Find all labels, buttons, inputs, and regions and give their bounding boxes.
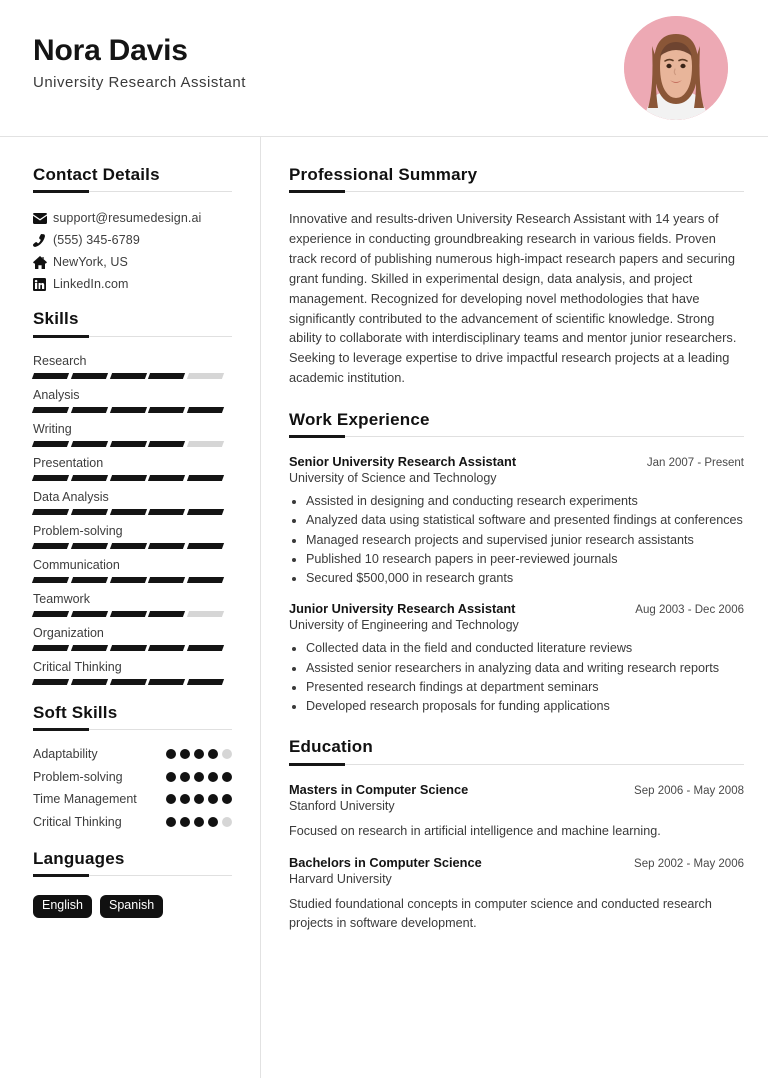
- education-entry-school: Harvard University: [289, 871, 392, 886]
- soft-skill-item: [33, 770, 232, 786]
- soft-skill-rating-dots: [166, 770, 232, 782]
- work-entry-title: Junior University Research Assistant: [289, 601, 516, 617]
- work-entry-date: Aug 2003 - Dec 2006: [635, 604, 744, 617]
- rating-dot: [194, 794, 204, 804]
- section-rule: [33, 728, 232, 733]
- contact-list: [33, 211, 232, 291]
- skill-label: Data Analysis: [33, 489, 109, 504]
- soft-skill-rating-dots: [166, 815, 232, 827]
- rating-dot: [194, 749, 204, 759]
- skill-bar-segment: [110, 407, 147, 413]
- skill-item: [33, 558, 232, 583]
- skill-item: [33, 524, 232, 549]
- rating-dot: [208, 794, 218, 804]
- skill-item: [33, 354, 232, 379]
- work-entry-header: [289, 454, 744, 469]
- section-title-soft-skills: Soft Skills: [33, 702, 118, 722]
- skill-bar-segment: [187, 441, 224, 447]
- education-entries: [289, 782, 744, 933]
- skill-bar-segment: [71, 441, 108, 447]
- soft-skill-label: Adaptability: [33, 747, 98, 762]
- skill-bar-segment: [32, 441, 69, 447]
- skill-bar-segment: [148, 441, 185, 447]
- skill-label: Presentation: [33, 455, 104, 470]
- skill-bar-segment: [71, 509, 108, 515]
- soft-skill-rating-dots: [166, 792, 232, 804]
- section-title-languages: Languages: [33, 848, 125, 868]
- main-content: [261, 137, 768, 1078]
- section-rule: [289, 763, 744, 768]
- skill-bar-segment: [148, 407, 185, 413]
- skill-label: Critical Thinking: [33, 659, 122, 674]
- skill-bar-segment: [110, 679, 147, 685]
- section-skills: [33, 309, 232, 339]
- skills-list: [33, 354, 232, 685]
- skill-label: Writing: [33, 421, 72, 436]
- rating-dot: [180, 817, 190, 827]
- skill-item: [33, 660, 232, 685]
- section-rule: [33, 874, 232, 879]
- avatar: [624, 16, 728, 120]
- contact-item-location[interactable]: [33, 255, 232, 269]
- work-entry-bullets: [306, 639, 744, 715]
- work-entry: [289, 454, 744, 587]
- bullet-item: • Collected data in the field and conducted literature reviews: [306, 639, 744, 657]
- contact-linkedin-text: LinkedIn.com: [53, 277, 129, 292]
- skill-bar-segment: [187, 407, 224, 413]
- skill-level-bar: [33, 611, 223, 617]
- bullet-item: • Presented research findings at department seminars: [306, 678, 744, 696]
- rating-dot: [222, 817, 232, 827]
- rating-dot: [180, 772, 190, 782]
- skill-label: Research: [33, 353, 87, 368]
- skill-bar-segment: [71, 373, 108, 379]
- skill-bar-segment: [187, 373, 224, 379]
- rating-dot: [166, 794, 176, 804]
- soft-skill-label: Critical Thinking: [33, 815, 122, 830]
- soft-skill-label: Problem-solving: [33, 769, 123, 784]
- rating-dot: [194, 772, 204, 782]
- skill-bar-segment: [32, 577, 69, 583]
- skill-bar-segment: [187, 543, 224, 549]
- bullet-item: • Managed research projects and supervised junior research assistants: [306, 531, 744, 549]
- skill-level-bar: [33, 373, 223, 379]
- section-professional-summary: [289, 165, 744, 195]
- skill-bar-segment: [110, 645, 147, 651]
- rating-dot: [222, 772, 232, 782]
- soft-skill-item: [33, 815, 232, 831]
- rating-dot: [166, 772, 176, 782]
- rating-dot: [208, 817, 218, 827]
- skill-item: [33, 456, 232, 481]
- education-entry-date: Sep 2002 - May 2006: [634, 857, 744, 870]
- section-title-work: Work Experience: [289, 409, 430, 429]
- skill-item: [33, 626, 232, 651]
- skill-level-bar: [33, 475, 223, 481]
- skill-bar-segment: [110, 475, 147, 481]
- section-education: [289, 737, 744, 767]
- section-title-summary: Professional Summary: [289, 165, 478, 184]
- portrait-photo-icon: [624, 16, 728, 120]
- skill-bar-segment: [187, 577, 224, 583]
- work-entry-title: Senior University Research Assistant: [289, 454, 517, 470]
- language-pill[interactable]: English: [33, 895, 92, 918]
- skill-bar-segment: [110, 373, 147, 379]
- education-entry-description: Studied foundational concepts in computer science and conducted research projects in software development.: [289, 896, 712, 930]
- skill-bar-segment: [71, 475, 108, 481]
- summary-text: Innovative and results-driven University Research Assistant with 14 years of experience in conducting groundbreaking research in various fields. Proven track record of publishing numerous high-impact research papers and securing grant funding. Skilled in experimental design, data analysis, and project management. Recognized for developing novel methodologies that have significantly contributed to the advancement of scientific knowledge. Strong ability to collaborate with interdisciplinary teams and mentor junior researchers. Seeking to leverage expertise to drive impactful research projects at a leading academic institution.: [289, 211, 737, 386]
- skill-bar-segment: [148, 577, 185, 583]
- skill-item: [33, 422, 232, 447]
- education-entry-school: Stanford University: [289, 798, 395, 813]
- skill-bar-segment: [148, 645, 185, 651]
- skill-bar-segment: [110, 509, 147, 515]
- skill-label: Problem-solving: [33, 523, 123, 538]
- work-entry-bullets: [306, 492, 744, 587]
- soft-skill-rating-dots: [166, 747, 232, 759]
- soft-skills-list: [33, 747, 232, 831]
- envelope-icon: [33, 211, 53, 225]
- bullet-item: • Assisted senior researchers in analyzing data and writing research reports: [306, 659, 744, 677]
- education-entry: [289, 855, 744, 933]
- contact-item-email[interactable]: [33, 211, 232, 225]
- candidate-name: Nora Davis: [33, 34, 188, 67]
- contact-item-linkedin[interactable]: [33, 277, 232, 291]
- skill-bar-segment: [71, 577, 108, 583]
- skill-bar-segment: [187, 611, 224, 617]
- education-entry-header: [289, 855, 744, 870]
- bullet-item: • Secured $500,000 in research grants: [306, 569, 744, 587]
- work-entry-header: [289, 601, 744, 616]
- languages-list: [33, 895, 232, 918]
- skill-bar-segment: [71, 645, 108, 651]
- skill-bar-segment: [148, 475, 185, 481]
- rating-dot: [208, 772, 218, 782]
- skill-label: Teamwork: [33, 591, 90, 606]
- skill-level-bar: [33, 407, 223, 413]
- skill-bar-segment: [148, 611, 185, 617]
- skill-bar-segment: [32, 407, 69, 413]
- section-title-contact: Contact Details: [33, 165, 160, 184]
- skill-bar-segment: [32, 645, 69, 651]
- section-contact-details: [33, 165, 232, 195]
- skill-label: Communication: [33, 557, 120, 572]
- contact-email-text: support@resumedesign.ai: [53, 211, 202, 226]
- education-entry-date: Sep 2006 - May 2008: [634, 784, 744, 797]
- education-entry-degree: Bachelors in Computer Science: [289, 854, 482, 870]
- section-rule: [33, 335, 232, 340]
- section-rule: [289, 435, 744, 440]
- skill-bar-segment: [148, 373, 185, 379]
- skill-bar-segment: [32, 611, 69, 617]
- skill-level-bar: [33, 679, 223, 685]
- skill-bar-segment: [187, 645, 224, 651]
- skill-bar-segment: [148, 679, 185, 685]
- section-title-skills: Skills: [33, 309, 79, 329]
- bullet-item: • Assisted in designing and conducting research experiments: [306, 492, 744, 510]
- sidebar: [0, 137, 261, 1078]
- work-entry: [289, 601, 744, 715]
- rating-dot: [222, 794, 232, 804]
- candidate-job-title: University Research Assistant: [33, 74, 246, 91]
- skill-level-bar: [33, 645, 223, 651]
- rating-dot: [208, 749, 218, 759]
- rating-dot: [166, 749, 176, 759]
- work-entry-organization: University of Science and Technology: [289, 471, 497, 486]
- skill-bar-segment: [71, 611, 108, 617]
- skill-bar-segment: [32, 373, 69, 379]
- work-entry-date: Jan 2007 - Present: [646, 457, 744, 470]
- section-languages: [33, 849, 232, 879]
- contact-phone-text: (555) 345-6789: [53, 233, 140, 248]
- education-entry: [289, 782, 744, 841]
- education-entry-degree: Masters in Computer Science: [289, 781, 469, 797]
- skill-bar-segment: [110, 611, 147, 617]
- skill-bar-segment: [32, 475, 69, 481]
- skill-bar-segment: [187, 475, 224, 481]
- phone-icon: [33, 233, 53, 247]
- section-soft-skills: [33, 703, 232, 733]
- rating-dot: [180, 749, 190, 759]
- skill-bar-segment: [32, 679, 69, 685]
- rating-dot: [166, 817, 176, 827]
- skill-level-bar: [33, 577, 223, 583]
- language-pill[interactable]: Spanish: [100, 895, 163, 918]
- skill-item: [33, 592, 232, 617]
- soft-skill-label: Time Management: [33, 792, 137, 807]
- section-title-education: Education: [289, 737, 373, 757]
- skill-bar-segment: [32, 509, 69, 515]
- home-icon: [33, 255, 53, 269]
- section-work-experience: [289, 410, 744, 440]
- skill-label: Analysis: [33, 387, 80, 402]
- skill-level-bar: [33, 543, 223, 549]
- bullet-item: • Developed research proposals for funding applications: [306, 697, 744, 715]
- linkedin-icon: [33, 277, 53, 291]
- contact-item-phone[interactable]: [33, 233, 232, 247]
- skill-bar-segment: [71, 407, 108, 413]
- skill-level-bar: [33, 441, 223, 447]
- skill-bar-segment: [110, 543, 147, 549]
- section-rule: [289, 190, 744, 195]
- skill-bar-segment: [32, 543, 69, 549]
- skill-bar-segment: [71, 679, 108, 685]
- skill-bar-segment: [110, 577, 147, 583]
- bullet-item: • Published 10 research papers in peer-reviewed journals: [306, 550, 744, 568]
- resume-body: [0, 137, 768, 1078]
- skill-bar-segment: [71, 543, 108, 549]
- bullet-item: • Analyzed data using statistical software and presented findings at conferences: [306, 511, 744, 529]
- rating-dot: [222, 749, 232, 759]
- rating-dot: [194, 817, 204, 827]
- contact-location-text: NewYork, US: [53, 255, 128, 270]
- work-entry-organization: University of Engineering and Technology: [289, 618, 519, 633]
- skill-bar-segment: [187, 679, 224, 685]
- skill-bar-segment: [148, 543, 185, 549]
- skill-item: [33, 490, 232, 515]
- soft-skill-item: [33, 792, 232, 808]
- resume-header: [0, 0, 768, 137]
- skill-bar-segment: [110, 441, 147, 447]
- education-entry-description: Focused on research in artificial intelligence and machine learning.: [289, 823, 661, 838]
- work-entries: [289, 454, 744, 715]
- skill-level-bar: [33, 509, 223, 515]
- skill-item: [33, 388, 232, 413]
- skill-bar-segment: [187, 509, 224, 515]
- section-rule: [33, 190, 232, 195]
- education-entry-header: [289, 782, 744, 797]
- skill-label: Organization: [33, 625, 104, 640]
- rating-dot: [180, 794, 190, 804]
- soft-skill-item: [33, 747, 232, 763]
- skill-bar-segment: [148, 509, 185, 515]
